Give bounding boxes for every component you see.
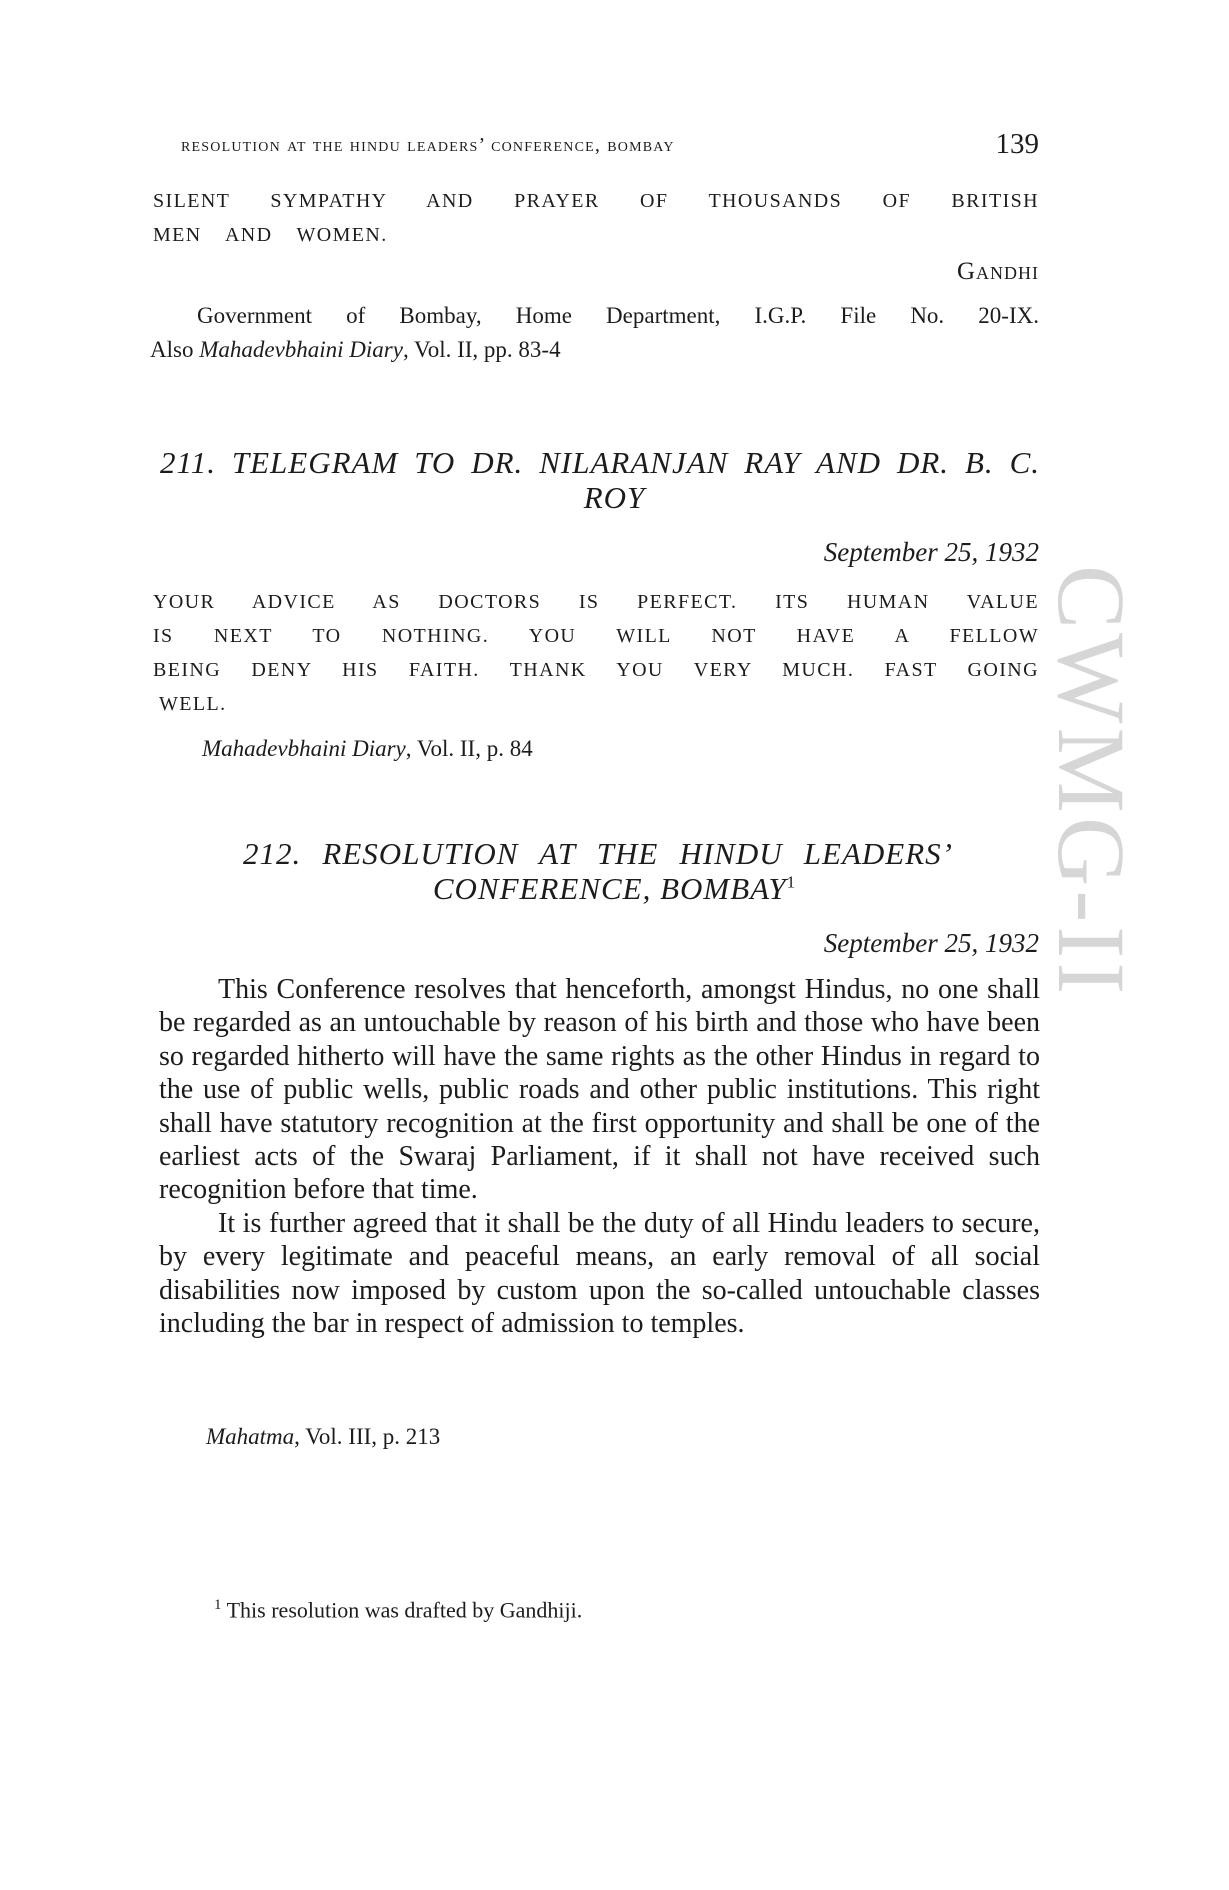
footnote-marker: 1 — [786, 872, 797, 892]
source-title: Mahadevbhaini Diary — [202, 736, 406, 761]
source-suffix: , Vol. II, p. 84 — [405, 736, 533, 761]
paragraph: It is further agreed that it shall be the duty of all Hindu leaders to secure, by every legitimate and peaceful means, an early removal of all social disabilities now imposed by custom upon the so-called untouchable classes including the bar in respect of admission to temples. — [159, 1207, 1040, 1340]
footnote-text: This resolution was drafted by Gandhiji. — [226, 1597, 583, 1623]
telegram-text-line: WELL. — [159, 693, 227, 715]
resolution-body — [159, 973, 1040, 1340]
item-211-date: September 25, 1932 — [823, 537, 1039, 567]
source-citation: Government of Bombay, Home Department, I.G.P. File No. 20-IX. — [197, 303, 1039, 328]
telegram-text-line: MEN AND WOMEN. — [153, 224, 388, 246]
source-citation — [206, 1424, 440, 1450]
telegram-text-line: YOUR ADVICE AS DOCTORS IS PERFECT. ITS HUMAN VALUE — [153, 591, 1039, 613]
source-title: Mahadevbhaini Diary — [199, 337, 403, 362]
running-header-title: resolution at the hindu leaders’ conference, bombay — [181, 134, 675, 156]
item-211-title: 211. TELEGRAM TO DR. NILARANJAN RAY AND DR. B. C. — [160, 445, 1040, 480]
page-number: 139 — [995, 128, 1039, 160]
source-suffix: , Vol. III, p. 213 — [294, 1424, 441, 1449]
item-212-title-text: CONFERENCE, BOMBAY — [432, 871, 787, 906]
footnote — [214, 1597, 582, 1623]
source-citation — [150, 337, 561, 363]
source-prefix: Also — [150, 337, 200, 362]
footnote-marker: 1 — [214, 1597, 222, 1613]
telegram-text-line: BEING DENY HIS FAITH. THANK YOU VERY MUCH. FAST GOING — [153, 659, 1039, 681]
watermark: CWMG-II — [1038, 565, 1145, 999]
source-title: Mahatma — [206, 1424, 295, 1449]
telegram-text-line: IS NEXT TO NOTHING. YOU WILL NOT HAVE A FELLOW — [153, 625, 1039, 647]
source-citation — [202, 736, 533, 762]
telegram-text-line: SILENT SYMPATHY AND PRAYER OF THOUSANDS OF BRITISH — [153, 190, 1039, 212]
item-212-date: September 25, 1932 — [823, 928, 1039, 958]
paragraph: This Conference resolves that henceforth, amongst Hindus, no one shall be regarded as an untouchable by reason of his birth and those who have been so regarded hitherto will have the same rights as the other Hindus in regard to the use of public wells, public roads and other public institutions. This right shall have statutory recognition at the first opportunity and shall be one of the earliest acts of the Swaraj Parliament, if it shall not have received such recognition before that time. — [159, 974, 1040, 1206]
source-suffix: , Vol. II, pp. 83-4 — [402, 337, 561, 362]
item-212-title: 212. RESOLUTION AT THE HINDU LEADERS’ — [243, 836, 953, 871]
signature: Gandhi — [956, 258, 1039, 285]
item-211-title-cont: ROY — [583, 480, 646, 515]
